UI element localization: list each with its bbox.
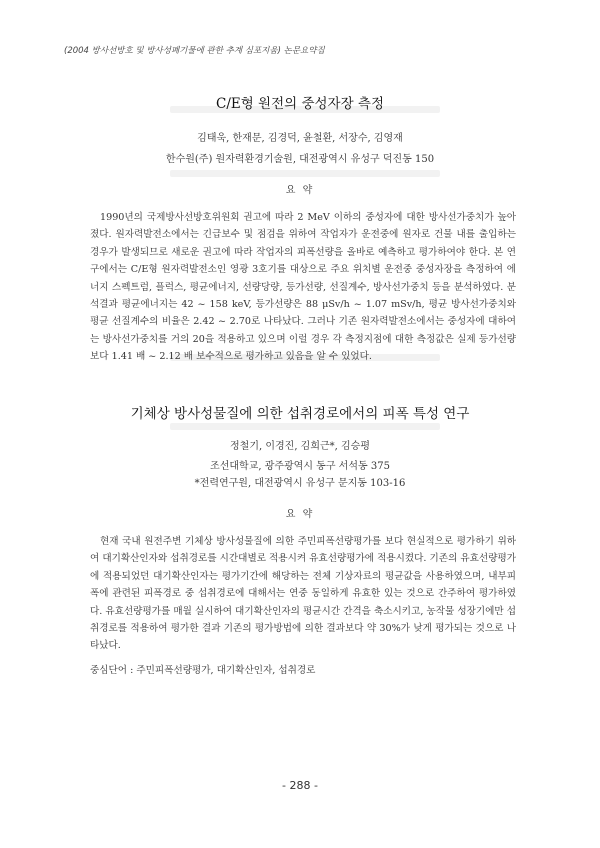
page-number: - 288 - — [282, 779, 318, 792]
paper2-affiliation-2: *전력연구원, 대전광역시 유성구 문지동 103-16 — [194, 478, 406, 489]
paper2-affiliation-1: 조선대학교, 광주광역시 동구 서석동 375 — [210, 461, 390, 472]
paper2-authors: 정철기, 이경진, 김희근*, 김승평 — [230, 441, 370, 452]
paper1-abstract-label: 요 약 — [285, 185, 315, 196]
paper2-abstract: 현재 국내 원전주변 기체상 방사성물질에 의한 주민피폭선량평가를 보다 현실적으로 평가하기 위하여 대기확산인자와 섭취경로를 시간대별로 적용시켜 유효선량평가에 적용시켰다. 기존의 유효선량평가에 적용되었던 대기확산인자는 평가기간에 해당하는 전체 기상자료의 평균값을 사용하였으며, 내부피폭에 관련된 피폭경로 중 섭취경로에 대해서는 연중 동일하게 유효한 있는 것으로 간주하여 평가하였다. 유효선량평가를 매월 실시하여 대기확산인자의 평균시간 간격을 축소시키고, 농작물 성장기에만 섭취경로를 적용하여 평가한 결과 기존의 평가방법에 의한 결과보다 약 30%가 낮게 평가되는 것으로 나타났다. — [90, 536, 516, 652]
paper1-abstract: 1990년의 국제방사선방호위원회 권고에 따라 2 MeV 이하의 중성자에 대한 방사선가중치가 높아졌다. 원자력발전소에서는 긴급보수 및 점검을 위하여 작업자가 운전중에 원자로 건물 내를 출입하는 경우가 발생되므로 새로운 권고에 따라 작업자의 피폭선량을 올바로 예측하고 평가하여야 한다. 본 연구에서는 C/E형 원자력발전소인 영광 3호기를 대상으로 주요 위치별 운전중 중성자장을 측정하여 에너지 스펙트럼, 플럭스, 평균에너지, 선량당량, 등가선량, 선질계수, 방사선가중치 등을 분석하였다. 분석결과 평균에너지는 42 ~ 158 keV, 등가선량은 88 μSv/h ~ 1.07 mSv/h, 평균 방사선가중치와 평균 선질계수의 비율은 2.42 ~ 2.70로 나타났다. 그러나 기존 원자력발전소에서는 중성자에 대하여는 방사선가중치를 거의 20을 적용하고 있으며 이럴 경우 각 측정지점에 대한 측정값은 실제 등가선량보다 1.41 배 ~ 2.12 배 보수적으로 평가하고 있음을 알 수 있었다. — [90, 212, 516, 363]
bleed-through-mark — [170, 423, 440, 430]
paper2-title: 기체상 방사성물질에 의한 섭취경로에서의 피폭 특성 연구 — [130, 406, 470, 422]
paper2-abstract-label: 요 약 — [285, 509, 315, 520]
paper1-title: C/E형 원전의 중성자장 측정 — [215, 96, 385, 112]
running-header: (2004 방사선방호 및 방사성폐기물에 관한 추계 심포지움) 논문요약집 — [64, 46, 325, 56]
paper2-keywords: 중심단어 : 주민피폭선량평가, 대기확산인자, 섭취경로 — [90, 665, 316, 676]
bleed-through-mark — [170, 170, 440, 177]
paper1-affiliation: 한수원(주) 원자력환경기술원, 대전광역시 유성구 덕진동 150 — [165, 154, 435, 165]
paper1-authors: 김태욱, 한재문, 김경덕, 윤철환, 서장수, 김영재 — [197, 133, 403, 144]
